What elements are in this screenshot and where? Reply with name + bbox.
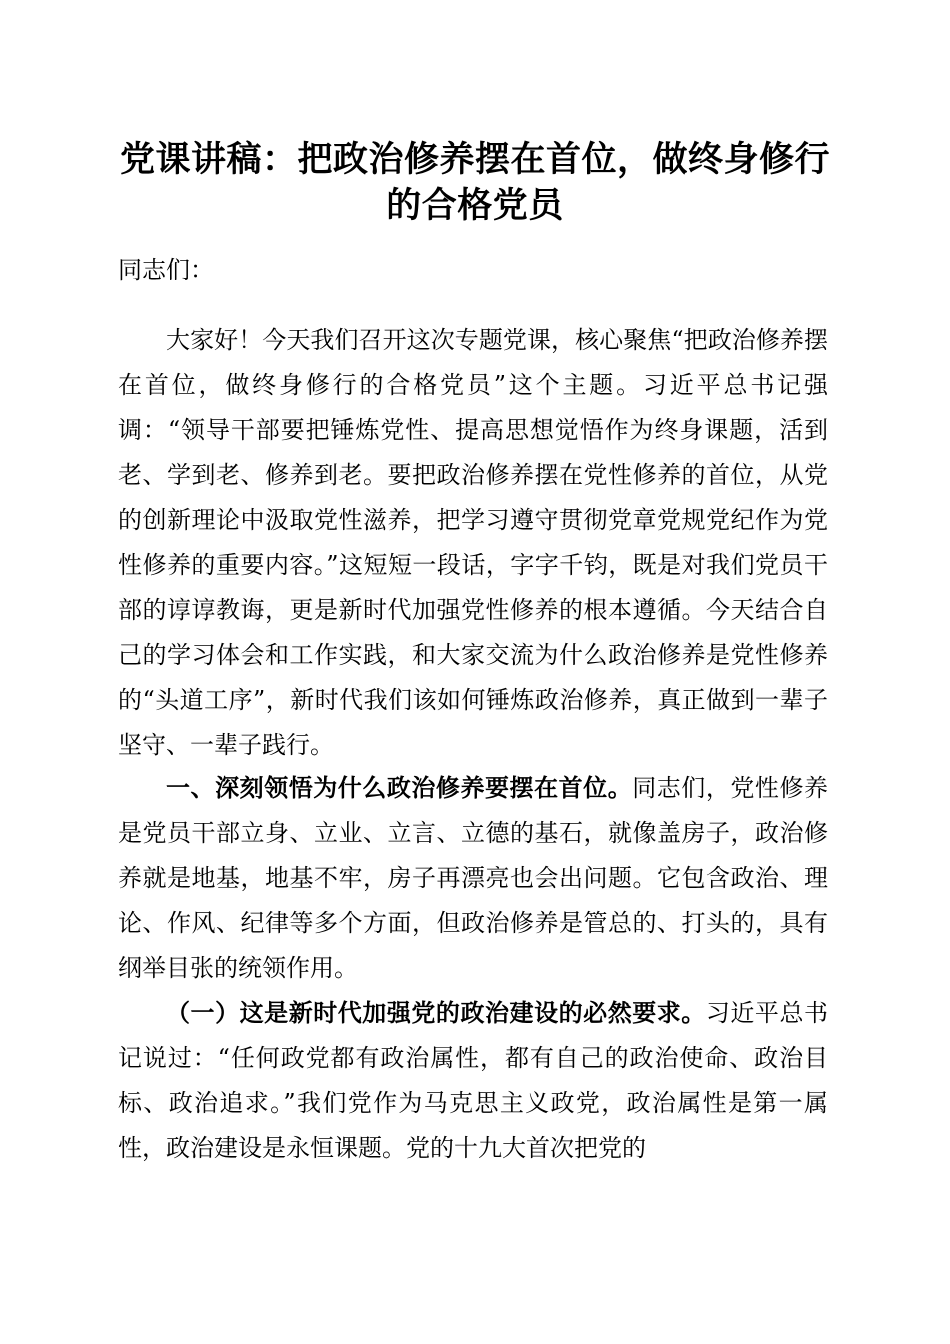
section1-heading: 一、深刻领悟为什么政治修养要摆在首位。 <box>166 774 633 802</box>
document-title-line1: 党课讲稿：把政治修养摆在首位，做终身修行 <box>119 140 830 180</box>
salutation: 同志们： <box>118 256 214 284</box>
section1-text: 同志们，党性修养是党员干部立身、立业、立言、立德的基石，就像盖房子，政治修养就是地基，地基不牢，房子再漂亮也会出问题。它包含政治、理论、作风、纪律等多个方面，但政治修养是管总的、打头的，具有纲举目张的统领作用。 <box>118 774 829 982</box>
subsection1-paragraph <box>118 990 828 1171</box>
document-title-line2: 的合格党员 <box>386 186 564 226</box>
subsection1-text: 习近平总书记说过：“任何政党都有政治属性，都有自己的政治使命、政治目标、政治追求。”我们党作为马克思主义政党，政治属性是第一属性，政治建设是永恒课题。党的十九大首次把党的 <box>118 999 829 1162</box>
intro-paragraph-text: 大家好！今天我们召开这次专题党课，核心聚焦“把政治修养摆在首位，做终身修行的合格党员”这个主题。习近平总书记强调：“领导干部要把锤炼党性、提高思想觉悟作为终身课题，活到老、学到老、修养到老。要把政治修养摆在党性修养的首位，从党的创新理论中汲取党性滋养，把学习遵守贯彻党章党规党纪作为党性修养的重要内容。”这短短一段话，字字千钧，既是对我们党员干部的谆谆教诲，更是新时代加强党性修养的根本遵循。今天结合自己的学习体会和工作实践，和大家交流为什么政治修养是党性修养的“头道工序”，新时代我们该如何锤炼政治修养，真正做到一辈子坚守、一辈子践行。 <box>118 326 828 759</box>
intro-paragraph <box>118 318 828 768</box>
section1-paragraph <box>118 766 828 991</box>
section1-paragraph-body <box>118 766 828 991</box>
subsection1-paragraph-body <box>118 990 828 1171</box>
subsection1-heading: （一）这是新时代加强党的政治建设的必然要求。 <box>166 998 706 1027</box>
